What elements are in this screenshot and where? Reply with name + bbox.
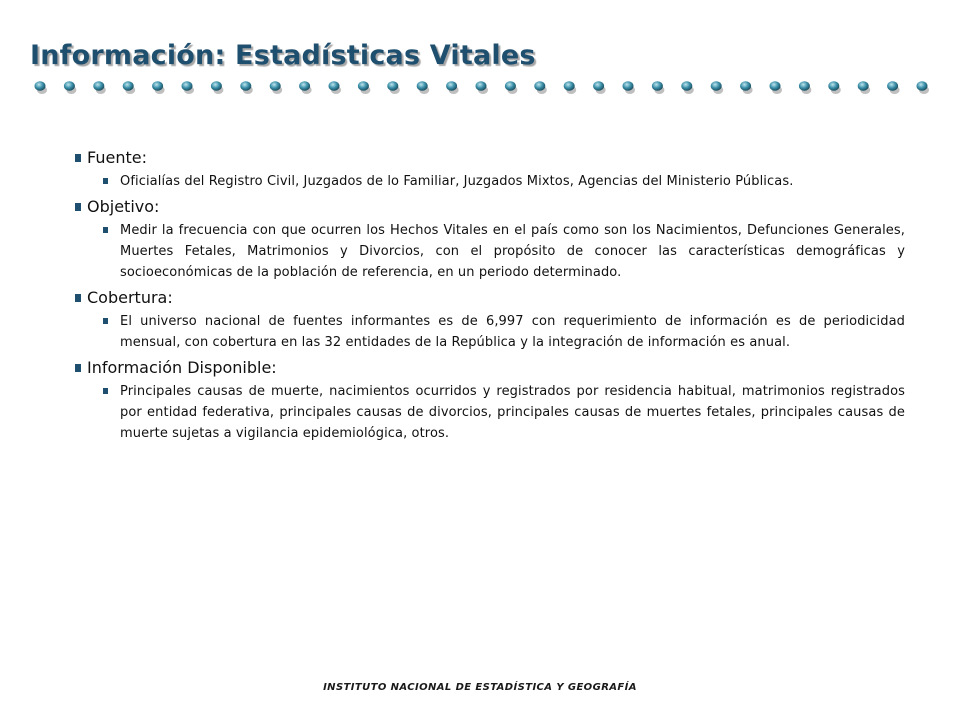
divider-dot — [358, 81, 369, 91]
square-bullet-icon — [75, 154, 81, 162]
section-objetivo — [75, 196, 905, 283]
section-fuente — [75, 147, 905, 192]
section-body — [103, 171, 905, 192]
divider-dot — [387, 81, 398, 91]
divider-dot — [64, 81, 75, 91]
dotted-divider — [28, 75, 938, 99]
section-body — [103, 311, 905, 353]
section-informacion-disponible — [75, 357, 905, 444]
divider-dot — [35, 81, 46, 91]
divider-dot — [329, 81, 340, 91]
divider-dot — [681, 81, 692, 91]
divider-dot — [564, 81, 575, 91]
divider-dot — [299, 81, 310, 91]
divider-dot — [417, 81, 428, 91]
section-body — [103, 381, 905, 444]
divider-dot — [534, 81, 545, 91]
divider-dot — [887, 81, 898, 91]
heading-text: Fuente: — [87, 148, 147, 167]
divider-dot — [446, 81, 457, 91]
divider-dot — [858, 81, 869, 91]
divider-dot — [828, 81, 839, 91]
divider-dot — [711, 81, 722, 91]
section-cobertura — [75, 287, 905, 353]
square-bullet-icon — [75, 203, 81, 211]
body-text: Principales causas de muerte, nacimientos ocurridos y registrados por residencia habitual, matrimonios registrados por entidad federativa, principales causas de divorcios, principales causas de muertes fetales, principales causas de muerte sujetas a vigilancia epidemiológica, otros. — [120, 384, 905, 441]
body-text: Medir la frecuencia con que ocurren los Hechos Vitales en el país como son los Nacimientos, Defunciones Generales, Muertes Fetales, Matrimonios y Divorcios, con el propósito de conocer las características demográficas y socioeconómicas de la población de referencia, en un periodo determinado. — [120, 223, 905, 280]
section-heading — [75, 357, 905, 379]
divider-dot — [740, 81, 751, 91]
body-text: Oficialías del Registro Civil, Juzgados de lo Familiar, Juzgados Mixtos, Agencias del Ministerio Públicas. — [120, 174, 794, 189]
content-list — [75, 147, 905, 448]
slide-title: Información: Estadísticas Vitales — [30, 40, 536, 71]
heading-text: Cobertura: — [87, 288, 173, 307]
divider-dot — [182, 81, 193, 91]
divider-dot — [623, 81, 634, 91]
heading-text: Información Disponible: — [87, 358, 277, 377]
section-heading — [75, 196, 905, 218]
divider-dot — [770, 81, 781, 91]
footer-institution: INSTITUTO NACIONAL DE ESTADÍSTICA Y GEOGRAFÍA — [323, 682, 637, 693]
square-bullet-icon — [103, 178, 108, 184]
divider-dot — [211, 81, 222, 91]
square-bullet-icon — [103, 388, 108, 394]
square-bullet-icon — [103, 318, 108, 324]
section-body — [103, 220, 905, 283]
divider-dot — [917, 81, 928, 91]
divider-dot — [505, 81, 516, 91]
divider-dot — [652, 81, 663, 91]
square-bullet-icon — [75, 294, 81, 302]
divider-dot — [93, 81, 104, 91]
square-bullet-icon — [103, 227, 108, 233]
section-heading — [75, 147, 905, 169]
square-bullet-icon — [75, 364, 81, 372]
divider-dot — [123, 81, 134, 91]
divider-dot — [152, 81, 163, 91]
divider-dot — [799, 81, 810, 91]
section-heading — [75, 287, 905, 309]
divider-dot — [593, 81, 604, 91]
body-text: El universo nacional de fuentes informantes es de 6,997 con requerimiento de información es de periodicidad mensual, con cobertura en las 32 entidades de la República y la integración de información es anual. — [120, 314, 905, 350]
divider-dot — [240, 81, 251, 91]
divider-dot — [476, 81, 487, 91]
heading-text: Objetivo: — [87, 197, 160, 216]
divider-dot — [270, 81, 281, 91]
